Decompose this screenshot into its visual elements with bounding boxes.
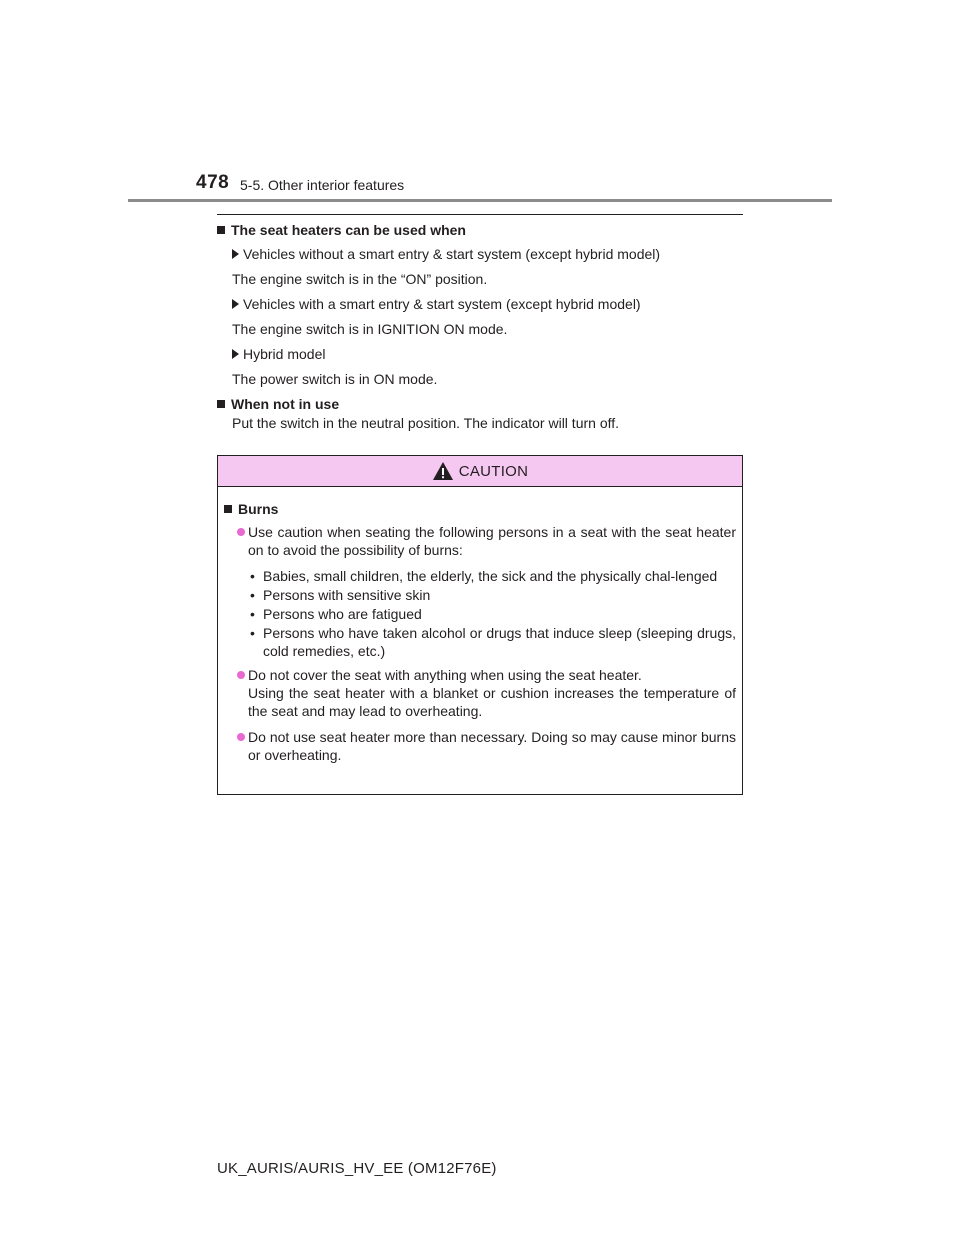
caution-body bbox=[218, 487, 742, 764]
not-in-use-text: Put the switch in the neutral position. The indicator will turn off. bbox=[232, 415, 620, 431]
circle-bullet-icon bbox=[237, 671, 245, 679]
condition-label: Vehicles with a smart entry & start system (except hybrid model) bbox=[217, 295, 743, 313]
warning-triangle-icon bbox=[432, 461, 454, 481]
header-rule bbox=[128, 199, 832, 202]
caution-heading: Burns bbox=[224, 500, 736, 518]
caution-header bbox=[218, 456, 742, 487]
content-rule bbox=[217, 214, 743, 215]
caution-bullet: Use caution when seating the following persons in a seat with the seat heater on to avoid the possibility of burns: bbox=[224, 523, 736, 559]
list-item: • Babies, small children, the elderly, the sick and the physically chal-lenged bbox=[250, 568, 718, 584]
section-heading-not-in-use: When not in use bbox=[217, 395, 743, 413]
condition-text: The engine switch is in IGNITION ON mode. bbox=[232, 321, 508, 337]
section-heading-seat-heaters: The seat heaters can be used when bbox=[217, 221, 743, 239]
body-content bbox=[217, 221, 743, 439]
section-title: 5-5. Other interior features bbox=[240, 177, 405, 193]
square-bullet-icon bbox=[217, 226, 225, 234]
caution-bullet: Do not cover the seat with anything when using the seat heater. Using the seat heater with a blanket or cushion increases the temperature of the seat and may lead to overheating. bbox=[224, 666, 736, 720]
document-code: UK_AURIS/AURIS_HV_EE (OM12F76E) bbox=[217, 1160, 497, 1177]
condition-label: Hybrid model bbox=[217, 345, 743, 363]
caution-bullet: Do not use seat heater more than necessary. Doing so may cause minor burns or overheating. bbox=[224, 728, 736, 764]
caution-box bbox=[217, 455, 743, 795]
page-number: 478 bbox=[196, 172, 230, 193]
square-bullet-icon bbox=[224, 505, 232, 513]
triangle-bullet-icon bbox=[232, 299, 239, 309]
condition-label: Vehicles without a smart entry & start system (except hybrid model) bbox=[217, 245, 743, 263]
list-item: • Persons who have taken alcohol or drugs that induce sleep (sleeping drugs, cold remedies, etc.) bbox=[250, 625, 736, 659]
condition-text: The engine switch is in the “ON” position. bbox=[232, 271, 488, 287]
square-bullet-icon bbox=[217, 400, 225, 408]
circle-bullet-icon bbox=[237, 528, 245, 536]
circle-bullet-icon bbox=[237, 733, 245, 741]
caution-label: CAUTION bbox=[458, 462, 529, 480]
triangle-bullet-icon bbox=[232, 349, 239, 359]
persons-list bbox=[224, 567, 736, 660]
triangle-bullet-icon bbox=[232, 249, 239, 259]
list-item: • Persons with sensitive skin bbox=[250, 587, 431, 603]
condition-text: The power switch is in ON mode. bbox=[232, 371, 438, 387]
list-item: • Persons who are fatigued bbox=[250, 606, 422, 622]
